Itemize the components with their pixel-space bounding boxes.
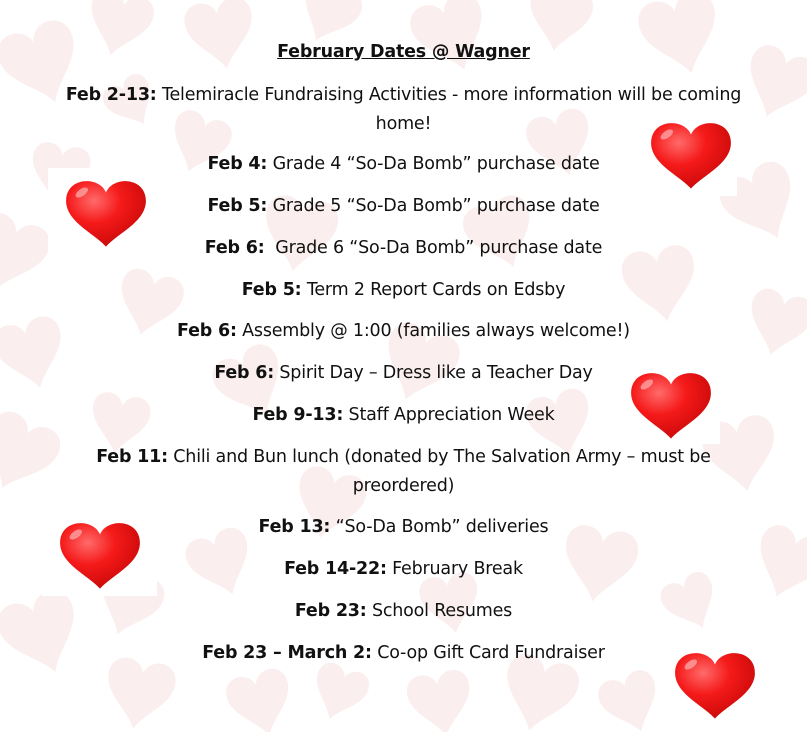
list-item-continuation <box>0 109 807 139</box>
event-date: Feb 5: <box>207 196 268 216</box>
event-text: Staff Appreciation Week <box>343 405 555 425</box>
event-date: Feb 9-13: <box>252 405 344 425</box>
list-item-continuation <box>0 471 807 501</box>
event-date: Feb 4: <box>207 154 268 174</box>
list-item <box>0 596 807 626</box>
event-text: Telemiracle Fundraising Activities - more information will be coming <box>156 85 742 105</box>
event-text: Term 2 Report Cards on Edsby <box>301 280 566 300</box>
list-item <box>0 191 807 221</box>
event-text: Spirit Day – Dress like a Teacher Day <box>274 363 593 383</box>
list-item <box>0 554 807 584</box>
event-text: February Break <box>386 559 523 579</box>
list-item <box>0 442 807 472</box>
list-item <box>0 638 807 668</box>
list-item <box>0 358 807 388</box>
list-item <box>0 512 807 542</box>
event-text: School Resumes <box>366 601 513 621</box>
event-date: Feb 6: <box>177 321 237 341</box>
event-date: Feb 2-13: <box>65 85 157 105</box>
event-text: Co-op Gift Card Fundraiser <box>371 643 605 663</box>
event-text: preordered) <box>352 476 455 496</box>
event-text: Chili and Bun lunch (donated by The Salvation Army – must be <box>167 447 711 467</box>
event-date: Feb 6: <box>214 363 275 383</box>
list-item <box>0 316 807 346</box>
page-title: February Dates @ Wagner <box>277 42 530 62</box>
event-text: Grade 6 “So-Da Bomb” purchase date <box>264 238 603 258</box>
event-date: Feb 5: <box>241 280 302 300</box>
event-text: Grade 4 “So-Da Bomb” purchase date <box>267 154 600 174</box>
list-item <box>0 400 807 430</box>
event-date: Feb 14-22: <box>284 559 387 579</box>
event-text: Grade 5 “So-Da Bomb” purchase date <box>267 196 600 216</box>
event-date: Feb 11: <box>96 447 168 467</box>
event-text: home! <box>375 114 432 134</box>
list-item <box>0 80 807 110</box>
event-date: Feb 6: <box>204 238 265 258</box>
event-date: Feb 23 – March 2: <box>202 643 372 663</box>
event-text: Assembly @ 1:00 (families always welcome!) <box>236 321 630 341</box>
event-date: Feb 13: <box>258 517 331 537</box>
list-item <box>0 233 807 263</box>
event-text: “So-Da Bomb” deliveries <box>330 517 549 537</box>
event-date: Feb 23: <box>294 601 367 621</box>
list-item <box>0 275 807 305</box>
list-item <box>0 149 807 179</box>
